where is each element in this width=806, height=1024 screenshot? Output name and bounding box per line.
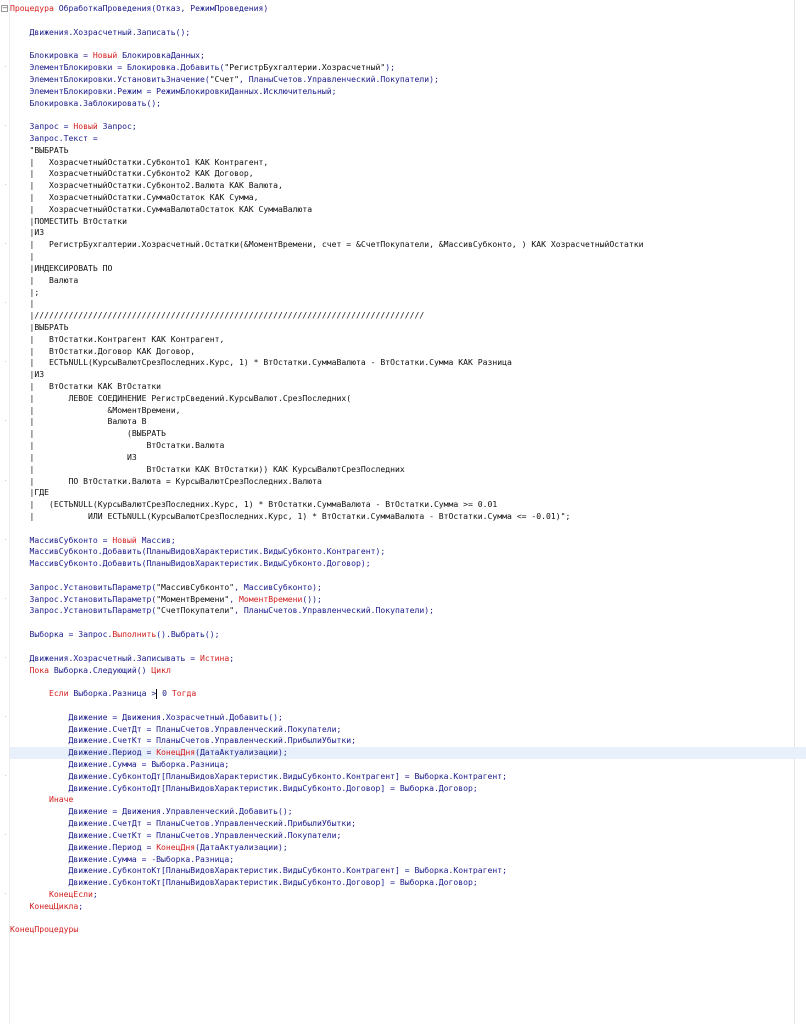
code-string: "МассивСубконто" [156, 581, 235, 592]
code-line[interactable] [10, 157, 806, 169]
code-line[interactable] [10, 192, 806, 204]
code-text: , ПланыСчетов.Управленческий.Покупатели); [234, 605, 434, 616]
code-keyword: КонецЦикла [10, 900, 79, 911]
code-line[interactable] [10, 617, 806, 629]
code-text: Движение.Период = [10, 841, 157, 852]
code-keyword: Процедура [10, 3, 59, 13]
code-string: | ХозрасчетныйОстатки.Субконто1 КАК Контрагент, [10, 156, 269, 167]
code-string: | ХозрасчетныйОстатки.СуммаВалютаОстаток КАК СуммаВалюта [10, 203, 313, 214]
code-string: "Счет" [209, 73, 240, 84]
code-string: |ПОМЕСТИТЬ ВтОстатки [10, 215, 127, 226]
code-line[interactable] [10, 924, 806, 936]
code-line[interactable] [10, 428, 806, 440]
code-string: "МоментВремени" [156, 593, 230, 604]
code-line[interactable] [10, 700, 806, 712]
code-line[interactable] [10, 464, 806, 476]
code-line[interactable] [10, 759, 806, 771]
code-string: |ИЗ [10, 227, 45, 238]
code-text: (ДатаАктуализации); [195, 841, 288, 852]
code-line[interactable] [4, 593, 806, 606]
code-text: , [229, 593, 240, 604]
code-string: | ИЗ [10, 451, 137, 462]
code-line[interactable] [10, 794, 806, 806]
code-text: ()); [302, 593, 322, 604]
code-line[interactable] [4, 534, 806, 547]
code-string: |ИНДЕКСИРОВАТЬ ПО [10, 262, 113, 273]
code-text: Движение.Сумма = -Выборка.Разница; [10, 853, 235, 864]
code-line[interactable] [10, 393, 806, 405]
code-keyword: Цикл [151, 664, 171, 675]
code-line[interactable] [10, 452, 806, 464]
gutter-dot-icon: · [4, 359, 7, 367]
code-keyword: Выполнить [112, 629, 157, 640]
code-text: Движение.СчетКт = ПланыСчетов.Управленческий.Покупатели; [10, 829, 342, 840]
gutter-dot-icon: · [4, 182, 7, 190]
code-keyword: Новый [92, 50, 118, 61]
code-string: "СчетПокупатели" [156, 605, 235, 616]
code-text: ЭлементБлокировки = Блокировка.Добавить( [10, 62, 225, 73]
code-keyword: КонецЕсли [10, 888, 93, 899]
code-line[interactable] [10, 227, 806, 239]
gutter-dot-icon: · [4, 123, 7, 131]
code-line[interactable] [10, 806, 806, 818]
code-keyword: КонецПроцедуры [10, 924, 79, 935]
code-line[interactable] [10, 381, 806, 393]
code-text: БлокировкаДанных; [117, 50, 205, 61]
code-line[interactable] [10, 405, 806, 417]
code-line[interactable] [4, 357, 806, 369]
code-string: | ХозрасчетныйОстатки.Субконто2.Валюта КАК Валюта, [10, 180, 283, 191]
code-line[interactable] [4, 298, 806, 310]
code-line[interactable] [10, 747, 806, 759]
code-string: "ВЫБРАТЬ [10, 144, 69, 155]
code-line[interactable] [10, 369, 806, 381]
code-line[interactable] [4, 475, 806, 488]
code-string: |ИЗ [10, 369, 45, 380]
code-text: Запрос; [97, 121, 137, 132]
code-string: | Валюта В [10, 416, 147, 427]
code-text: Движение.СубконтоКт[ПланыВидовХарактеристик.ВидыСубконто.Контрагент] = Выборка.Контрагент; [10, 865, 508, 876]
code-string: | [10, 251, 35, 262]
code-text: , ПланыСчетов.Управленческий.Покупатели); [239, 73, 439, 84]
gutter-dot-icon: · [4, 654, 7, 662]
code-string: |ГДЕ [10, 487, 49, 498]
code-string: | ВтОстатки КАК ВтОстатки)) КАК КурсыВалютСрезПоследних [10, 463, 405, 474]
code-text: Запрос.УстановитьПараметр( [10, 593, 157, 604]
code-line[interactable] [4, 829, 806, 842]
code-keyword: Пока [10, 664, 49, 675]
code-string: "РегистрБухгалтерии.Хозрасчетный" [224, 62, 386, 73]
code-line[interactable] [10, 582, 806, 594]
code-line[interactable] [10, 109, 806, 121]
code-string: | [10, 298, 35, 309]
code-text: Запрос = [10, 121, 74, 132]
code-text: ЭлементБлокировки.УстановитьЗначение( [10, 73, 210, 84]
code-line[interactable] [4, 711, 806, 724]
code-text: Запрос.УстановитьПараметр( [10, 581, 157, 592]
code-string: |ВЫБРАТЬ [10, 321, 69, 332]
code-text: ; [92, 888, 98, 899]
code-line[interactable] [10, 842, 806, 854]
code-keyword: Новый [73, 121, 98, 132]
gutter-dot-icon: · [4, 300, 7, 308]
code-line[interactable] [4, 121, 806, 133]
code-line[interactable] [2, 3, 806, 15]
code-text: Движения.Хозрасчетный.Записывать = [10, 652, 201, 663]
code-string: | (ВЫБРАТЬ [10, 428, 166, 439]
code-string: | ВтОстатки.Договор КАК Договор, [10, 345, 196, 356]
gutter-dot-icon: · [4, 831, 7, 839]
code-text: Движение.СубконтоДт[ПланыВидовХарактеристик.ВидыСубконто.Договор] = Выборка.Договор; [10, 782, 478, 793]
code-line[interactable] [4, 770, 806, 783]
code-text: (ДатаАктуализации); [195, 747, 288, 758]
gutter-dot-icon: · [4, 241, 7, 249]
gutter-dot-icon: · [4, 595, 7, 603]
code-text: Движение.СубконтоКт[ПланыВидовХарактеристик.ВидыСубконто.Договор] = Выборка.Договор; [10, 877, 478, 888]
code-string: | ВтОстатки.Валюта [10, 440, 225, 451]
gutter-dot-icon: · [4, 772, 7, 780]
code-line[interactable] [10, 86, 806, 98]
code-text: Запрос.УстановитьПараметр( [10, 605, 157, 616]
code-text: Движение = Движения.Хозрасчетный.Добавить(); [10, 711, 283, 722]
code-string: | (ЕСТЬNULL(КурсыВалютСрезПоследних.Курс, 1) * ВтОстатки.СуммаВалюта - ВтОстатки.Сумма >= 0.01 [10, 499, 498, 510]
code-text: МассивСубконто = [10, 534, 113, 545]
code-keyword: Иначе [10, 794, 74, 805]
code-line[interactable] [10, 558, 806, 570]
code-text: ); [385, 62, 395, 73]
code-string: | ВтОстатки.Контрагент КАК Контрагент, [10, 333, 225, 344]
code-line[interactable] [10, 133, 806, 145]
code-string: | РегистрБухгалтерии.Хозрасчетный.Остатки(&МоментВремени, счет = &СчетПокупатели, &МассивСубконто, ) КАК ХозрасчетныйОстатки [10, 239, 644, 250]
code-line[interactable] [10, 676, 806, 688]
code-line[interactable] [10, 204, 806, 216]
code-text: Массив; [136, 534, 176, 545]
code-line[interactable] [10, 499, 806, 511]
code-text: Движения.Хозрасчетный.Записать(); [10, 26, 191, 37]
code-keyword: Истина [200, 652, 230, 663]
code-line[interactable] [10, 346, 806, 358]
code-string: | ПО ВтОстатки.Валюта = КурсыВалютСрезПоследних.Валюта [10, 475, 322, 486]
code-text: Движение.СчетДт = ПланыСчетов.Управленческий.Покупатели; [10, 723, 342, 734]
code-text: Запрос.Текст = [10, 132, 98, 143]
code-line[interactable] [10, 913, 806, 925]
editor-gutter [0, 0, 9, 1024]
code-line[interactable] [4, 180, 806, 192]
code-keyword: Новый [112, 534, 137, 545]
code-line[interactable] [10, 783, 806, 795]
code-line[interactable] [10, 275, 806, 287]
code-line[interactable] [10, 145, 806, 157]
code-line[interactable] [10, 334, 806, 346]
code-line[interactable] [10, 877, 806, 889]
code-string: | Валюта [10, 274, 79, 285]
code-line[interactable] [10, 15, 806, 27]
code-line[interactable] [10, 310, 806, 322]
code-string: |//////////////////////////////////////////////////////////////////////////////// [10, 310, 425, 321]
code-text: Движение.Период = [10, 747, 157, 758]
code-line[interactable] [4, 62, 806, 74]
code-text: МассивСубконто.Добавить(ПланыВидовХарактеристик.ВидыСубконто.Контрагент); [10, 546, 386, 557]
code-line[interactable] [4, 239, 806, 251]
code-string: | ХозрасчетныйОстатки.Субконто2 КАК Договор, [10, 168, 254, 179]
code-line[interactable] [10, 605, 806, 617]
code-text: , МассивСубконто); [234, 581, 322, 592]
code-line[interactable] [10, 168, 806, 180]
code-line[interactable] [10, 818, 806, 830]
code-text: МассивСубконто.Добавить(ПланыВидовХарактеристик.ВидыСубконто.Договор); [10, 558, 371, 569]
code-text: ().Выбрать(); [156, 629, 220, 640]
code-line[interactable] [10, 440, 806, 452]
code-string: |; [10, 286, 40, 297]
code-text: Движение.СчетДт = ПланыСчетов.Управленческий.ПрибылиУбытки; [10, 818, 356, 829]
code-text: Блокировка = [10, 50, 93, 61]
code-line[interactable] [10, 50, 806, 62]
code-line[interactable] [10, 487, 806, 499]
gutter-dot-icon: · [4, 890, 7, 898]
code-string: | ХозрасчетныйОстатки.СуммаОстаток КАК Сумма, [10, 192, 259, 202]
code-string: | ЛЕВОЕ СОЕДИНЕНИЕ РегистрСведений.КурсыВалют.СрезПоследних( [10, 392, 352, 403]
code-text: Движение = Движения.Управленческий.Добавить(); [10, 806, 293, 817]
gutter-dot-icon: · [4, 713, 7, 721]
gutter-dot-icon: · [4, 64, 7, 72]
code-text: 0 [157, 688, 172, 699]
code-line[interactable] [10, 865, 806, 877]
code-line[interactable] [10, 665, 806, 677]
code-line[interactable] [10, 287, 806, 299]
code-line[interactable] [10, 263, 806, 275]
code-line[interactable] [10, 216, 806, 228]
code-text: Движение.Сумма = Выборка.Разница; [10, 759, 230, 769]
gutter-dot-icon: · [4, 477, 7, 485]
code-line[interactable] [10, 901, 806, 913]
code-line[interactable] [10, 629, 806, 641]
code-line[interactable] [4, 416, 806, 428]
code-line[interactable] [4, 888, 806, 901]
code-line[interactable] [10, 570, 806, 582]
code-line[interactable] [10, 511, 806, 523]
code-line[interactable] [10, 688, 806, 700]
code-string: | ЕСТЬNULL(КурсыВалютСрезПоследних.Курс, 1) * ВтОстатки.СуммаВалюта - ВтОстатки.Сумма КАК Разница [10, 357, 512, 368]
code-keyword: Если [10, 688, 69, 699]
gutter-dot-icon: · [4, 536, 7, 544]
code-line[interactable] [10, 735, 806, 747]
code-keyword: КонецДня [156, 841, 196, 852]
code-string: | ВтОстатки КАК ВтОстатки [10, 381, 162, 391]
code-text: Выборка.Следующий() [48, 664, 152, 675]
code-line[interactable] [10, 74, 806, 86]
code-text: ; [78, 900, 84, 911]
gutter-dot-icon: · [4, 418, 7, 426]
code-line[interactable] [10, 251, 806, 263]
code-line[interactable] [10, 523, 806, 535]
collapse-icon[interactable]: − [2, 4, 8, 12]
code-text: ЭлементБлокировки.Режим = РежимБлокировкиДанных.Исключительный; [10, 85, 337, 96]
code-text: Выборка = Запрос. [10, 629, 113, 640]
code-keyword: МоментВремени [239, 593, 303, 604]
code-text: ОбработкаПроведения(Отказ, РежимПроведения) [58, 3, 269, 13]
code-line[interactable] [10, 27, 806, 39]
code-line[interactable] [10, 641, 806, 653]
code-line[interactable] [10, 546, 806, 558]
code-line[interactable] [10, 38, 806, 50]
code-area[interactable] [2, 3, 806, 936]
code-text: Блокировка.Заблокировать(); [10, 97, 162, 108]
code-line[interactable] [10, 322, 806, 334]
code-keyword: КонецДня [156, 747, 196, 758]
code-text: Движение.СчетКт = ПланыСчетов.Управленческий.ПрибылиУбытки; [10, 735, 356, 746]
code-keyword: Тогда [171, 688, 197, 699]
code-text: Движение.СубконтоДт[ПланыВидовХарактеристик.ВидыСубконто.Контрагент] = Выборка.Контрагент; [10, 770, 508, 781]
code-line[interactable] [10, 98, 806, 110]
code-line[interactable] [4, 652, 806, 665]
code-line[interactable] [10, 724, 806, 736]
code-text: Выборка.Разница > [68, 688, 157, 699]
code-text: ; [229, 652, 235, 663]
code-line[interactable] [10, 854, 806, 866]
code-string: | ИЛИ ЕСТЬNULL(КурсыВалютСрезПоследних.Курс, 1) * ВтОстатки.СуммаВалюта - ВтОстатки.Сумма <= -0.01)"; [10, 510, 571, 521]
code-string: | &МоментВремени, [10, 404, 181, 415]
